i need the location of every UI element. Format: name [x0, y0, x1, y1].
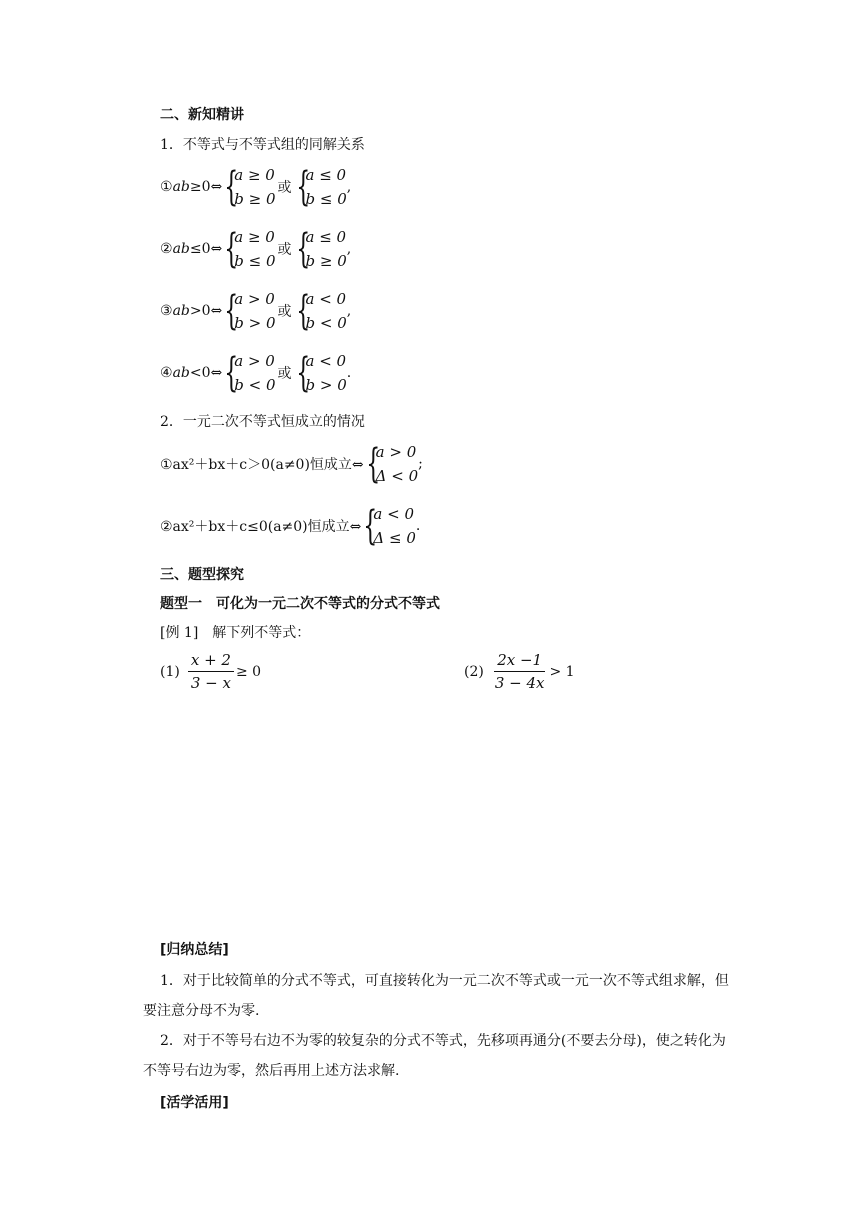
problem-type-title: 题型一 可化为一元二次不等式的分式不等式: [160, 596, 440, 612]
section-heading: 三、题型探究: [160, 567, 244, 583]
brace-icon: {: [224, 164, 239, 210]
condition: a > 0: [375, 443, 417, 461]
summary-heading: [归纳总结]: [160, 942, 229, 958]
problem-2: [464, 651, 575, 692]
rule-variable: ab: [172, 241, 190, 257]
denominator: 3 − 4x: [494, 674, 545, 692]
condition: Δ ≤ 0: [373, 529, 416, 547]
rule-variable: ab: [172, 179, 190, 195]
punctuation: .: [346, 365, 352, 381]
summary-point-2: 2．对于不等号右边不为零的较复杂的分式不等式，先移项再通分(不要去分母)，使之转化为不等号右边为零，然后再用上述方法求解.: [143, 1033, 726, 1079]
relation: > 1: [549, 663, 575, 680]
equivalence-rule-4: [160, 349, 351, 397]
practice-heading: [活学活用]: [160, 1095, 229, 1111]
summary-point-1: 1．对于比较简单的分式不等式，可直接转化为一元二次不等式或一元一次不等式组求解，但要注意分母不为零.: [143, 973, 729, 1019]
brace-icon: {: [295, 350, 310, 396]
punctuation: .: [415, 518, 421, 534]
problem-label: (1): [160, 663, 180, 680]
condition: b > 0: [234, 314, 276, 332]
brace-icon: {: [224, 226, 239, 272]
or-word: 或: [277, 180, 292, 196]
rule-operator: <0⇔: [189, 365, 223, 381]
fraction: [188, 651, 234, 692]
rule-variable: ab: [172, 365, 190, 381]
condition: a ≥ 0: [234, 166, 275, 184]
condition: a < 0: [305, 290, 347, 308]
condition: a < 0: [373, 505, 414, 523]
quadratic-statement: ①ax²＋bx＋c＞0(a≠0)恒成立⇔: [160, 457, 364, 473]
rule-operator: ≤0⇔: [189, 241, 223, 257]
brace-icon: {: [363, 503, 378, 549]
rule-marker: ③: [160, 303, 173, 319]
condition: a < 0: [305, 352, 347, 370]
section-heading: 二、新知精讲: [160, 107, 244, 123]
quadratic-condition-1: [160, 440, 423, 488]
condition: b < 0: [305, 314, 347, 332]
condition: a ≥ 0: [234, 228, 275, 246]
equivalence-rule-3: [160, 287, 351, 335]
fraction: [492, 651, 548, 692]
punctuation: ,: [346, 241, 352, 257]
condition: b ≤ 0: [234, 252, 276, 270]
rule-marker: ②: [160, 241, 173, 257]
item-title: 2．一元二次不等式恒成立的情况: [160, 414, 365, 430]
brace-icon: {: [295, 226, 310, 272]
quadratic-statement: ②ax²＋bx＋c≤0(a≠0)恒成立⇔: [160, 519, 362, 535]
brace-icon: {: [224, 288, 239, 334]
problem-label: (2): [464, 663, 484, 680]
condition: a ≤ 0: [305, 166, 347, 184]
condition: a > 0: [234, 290, 275, 308]
brace-icon: {: [365, 441, 380, 487]
punctuation: ,: [346, 303, 352, 319]
numerator: x + 2: [188, 651, 234, 672]
denominator: 3 − x: [190, 674, 231, 692]
rule-operator: >0⇔: [189, 303, 223, 319]
or-word: 或: [277, 366, 292, 382]
relation: ≥ 0: [235, 663, 262, 680]
equivalence-rule-2: [160, 225, 351, 273]
problem-1: [160, 651, 261, 692]
item-title: 1．不等式与不等式组的同解关系: [160, 137, 365, 153]
equivalence-rule-1: [160, 163, 351, 211]
or-word: 或: [277, 304, 292, 320]
rule-marker: ①: [160, 179, 173, 195]
condition: b ≥ 0: [234, 190, 276, 208]
rule-marker: ④: [160, 365, 173, 381]
punctuation: ,: [346, 179, 352, 195]
condition: b > 0: [305, 376, 347, 394]
rule-variable: ab: [172, 303, 190, 319]
condition: b < 0: [234, 376, 276, 394]
punctuation: ;: [418, 456, 423, 472]
condition: a ≤ 0: [305, 228, 347, 246]
condition: b ≥ 0: [305, 252, 347, 270]
condition: b ≤ 0: [305, 190, 347, 208]
condition: Δ < 0: [375, 467, 419, 485]
quadratic-condition-2: [160, 502, 420, 550]
rule-operator: ≥0⇔: [189, 179, 223, 195]
or-word: 或: [277, 242, 292, 258]
brace-icon: {: [224, 350, 239, 396]
brace-icon: {: [295, 164, 310, 210]
numerator: 2x −1: [494, 651, 545, 672]
brace-icon: {: [295, 288, 310, 334]
example-label: [例 1] 解下列不等式：: [160, 625, 311, 641]
condition: a > 0: [234, 352, 275, 370]
